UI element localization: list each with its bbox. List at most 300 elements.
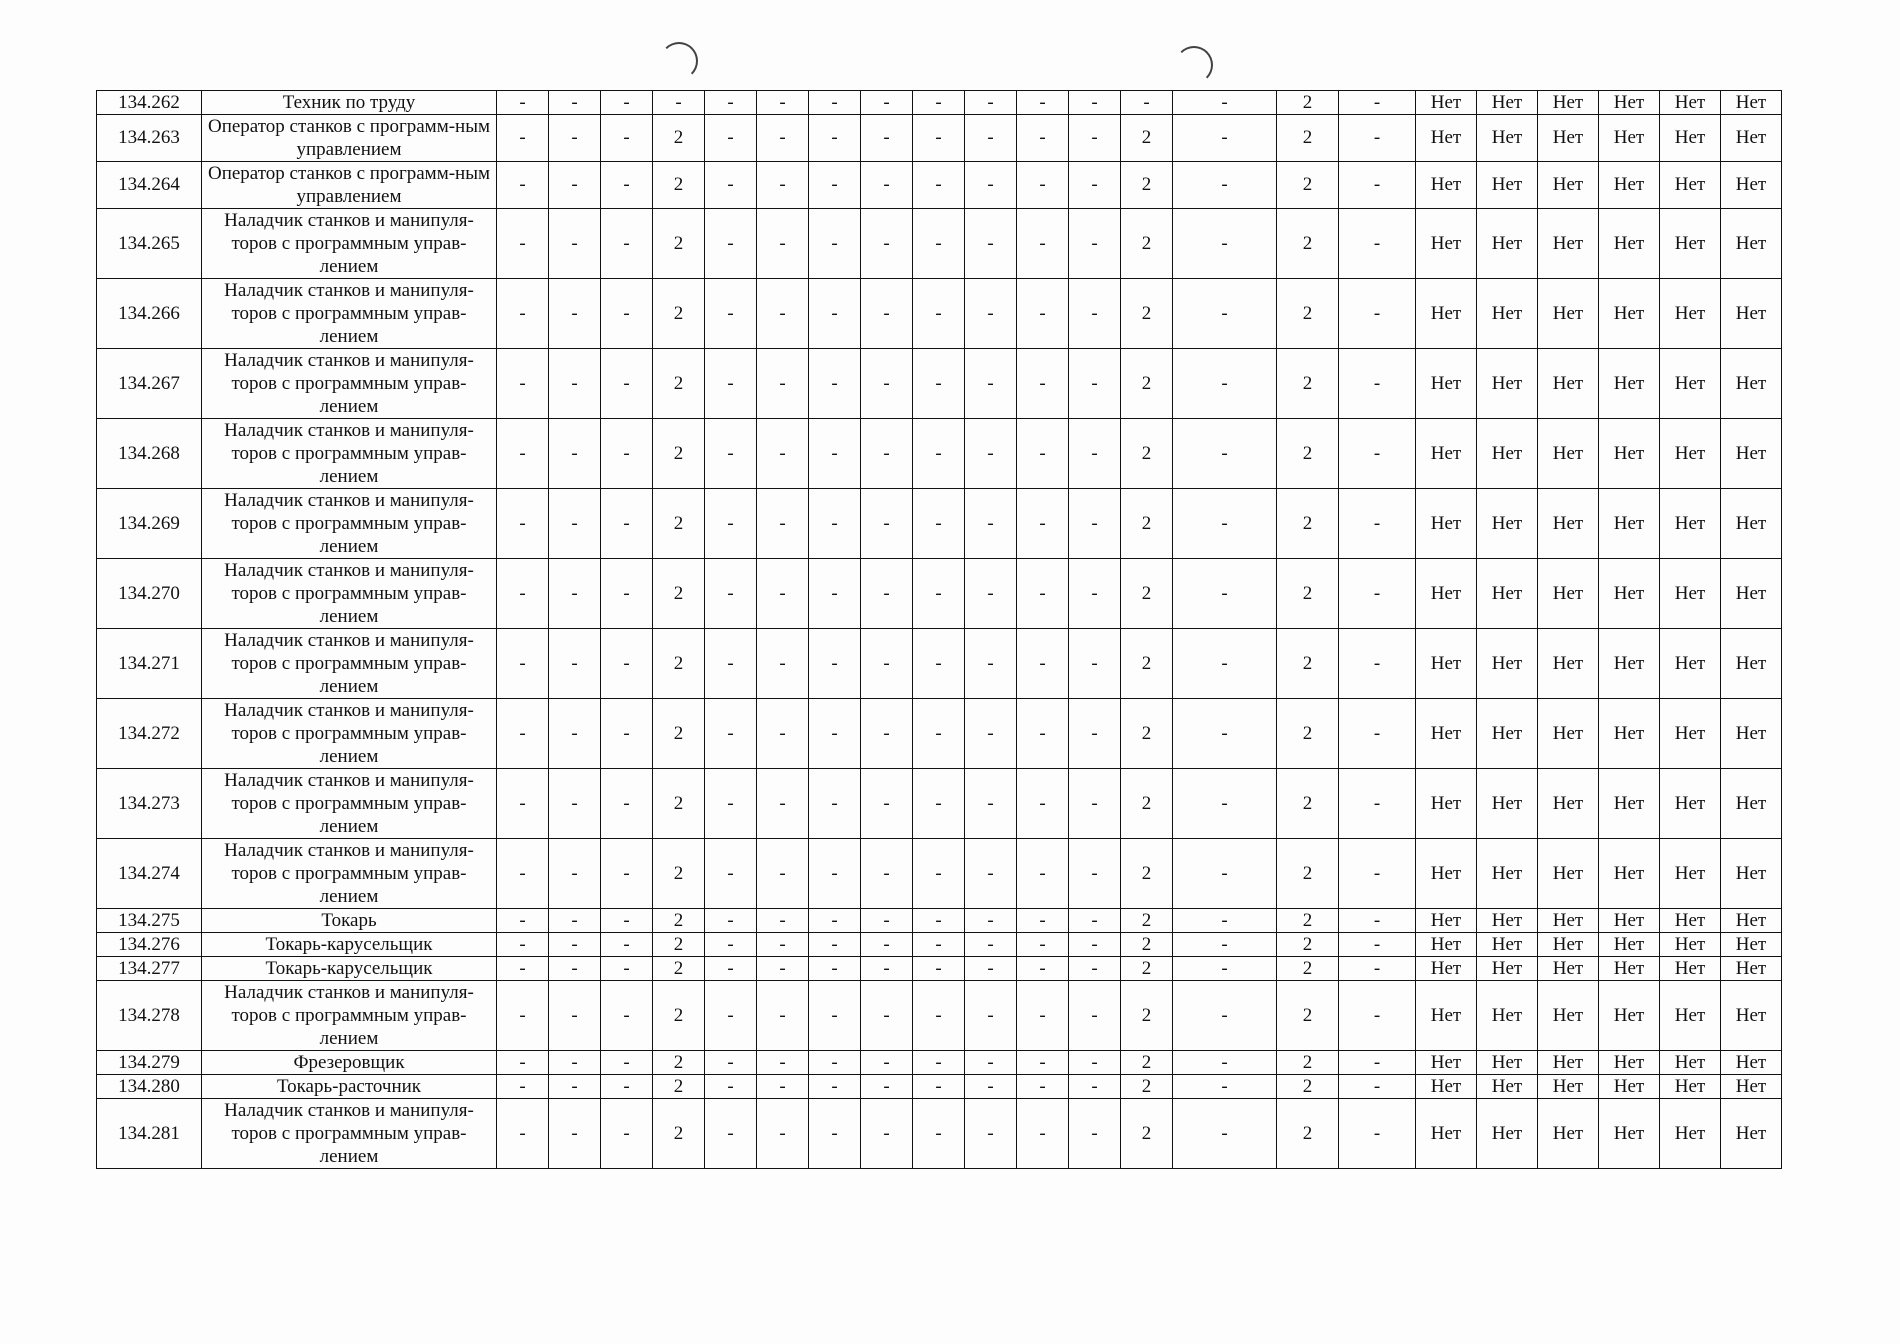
class-cell: - <box>1017 1099 1069 1169</box>
position-code: 134.266 <box>97 279 202 349</box>
class-cell: - <box>861 162 913 209</box>
class-cell: - <box>705 981 757 1051</box>
class-cell: - <box>1017 279 1069 349</box>
class-cell: 2 <box>1277 699 1339 769</box>
class-cell: - <box>809 629 861 699</box>
class-cell: - <box>861 349 913 419</box>
class-cell: - <box>1339 115 1416 162</box>
class-cell: - <box>1173 981 1277 1051</box>
class-cell: - <box>965 1099 1017 1169</box>
class-cell: 2 <box>1277 349 1339 419</box>
guarantee-flag-cell: Нет <box>1416 115 1477 162</box>
class-cell: - <box>549 909 601 933</box>
class-cell: - <box>497 839 549 909</box>
class-cell: 2 <box>1277 957 1339 981</box>
class-cell: 2 <box>1277 209 1339 279</box>
class-cell: - <box>1173 162 1277 209</box>
class-cell: - <box>861 559 913 629</box>
class-cell: - <box>861 839 913 909</box>
class-cell: - <box>1339 933 1416 957</box>
guarantee-flag-cell: Нет <box>1538 559 1599 629</box>
class-cell: - <box>549 629 601 699</box>
guarantee-flag-cell: Нет <box>1721 933 1782 957</box>
class-cell: 2 <box>653 629 705 699</box>
position-code: 134.280 <box>97 1075 202 1099</box>
class-cell: - <box>497 209 549 279</box>
guarantee-flag-cell: Нет <box>1599 699 1660 769</box>
guarantee-flag-cell: Нет <box>1660 699 1721 769</box>
class-cell: - <box>1017 957 1069 981</box>
class-cell: 2 <box>653 419 705 489</box>
position-name: Техник по труду <box>202 91 497 115</box>
class-cell: - <box>757 909 809 933</box>
class-cell: - <box>861 1099 913 1169</box>
class-cell: - <box>965 1075 1017 1099</box>
class-cell: - <box>549 559 601 629</box>
guarantee-flag-cell: Нет <box>1599 909 1660 933</box>
class-cell: - <box>705 699 757 769</box>
class-cell: - <box>1173 559 1277 629</box>
guarantee-flag-cell: Нет <box>1660 209 1721 279</box>
class-cell: 2 <box>1121 909 1173 933</box>
class-cell: - <box>1339 957 1416 981</box>
table-row <box>97 1075 1782 1099</box>
class-cell: - <box>913 1075 965 1099</box>
guarantee-flag-cell: Нет <box>1599 279 1660 349</box>
table-row <box>97 1051 1782 1075</box>
guarantee-flag-cell: Нет <box>1416 279 1477 349</box>
class-cell: - <box>549 91 601 115</box>
class-cell: - <box>1339 1099 1416 1169</box>
class-cell: - <box>601 909 653 933</box>
class-cell: - <box>1069 981 1121 1051</box>
class-cell: 2 <box>653 981 705 1051</box>
guarantee-flag-cell: Нет <box>1660 839 1721 909</box>
guarantee-flag-cell: Нет <box>1721 1051 1782 1075</box>
position-code: 134.269 <box>97 489 202 559</box>
class-cell: - <box>705 489 757 559</box>
class-cell: - <box>965 839 1017 909</box>
class-cell: - <box>497 559 549 629</box>
guarantee-flag-cell: Нет <box>1477 769 1538 839</box>
class-cell: 2 <box>653 909 705 933</box>
class-cell: 2 <box>1121 769 1173 839</box>
class-cell: 2 <box>1121 1051 1173 1075</box>
class-cell: - <box>705 629 757 699</box>
guarantee-flag-cell: Нет <box>1599 559 1660 629</box>
class-cell: - <box>757 1099 809 1169</box>
class-cell: - <box>497 279 549 349</box>
class-cell: - <box>757 162 809 209</box>
position-code: 134.267 <box>97 349 202 419</box>
class-cell: - <box>757 349 809 419</box>
class-cell: - <box>809 1075 861 1099</box>
guarantee-flag-cell: Нет <box>1538 1075 1599 1099</box>
class-cell: - <box>913 419 965 489</box>
class-cell: 2 <box>1121 699 1173 769</box>
table-row <box>97 209 1782 279</box>
class-cell: - <box>601 933 653 957</box>
guarantee-flag-cell: Нет <box>1660 909 1721 933</box>
position-name: Наладчик станков и манипуля-торов с программным управ-лением <box>202 629 497 699</box>
class-cell: 2 <box>1277 1099 1339 1169</box>
guarantee-flag-cell: Нет <box>1721 957 1782 981</box>
class-cell: - <box>497 419 549 489</box>
class-cell: - <box>497 489 549 559</box>
working-conditions-table <box>96 90 1782 1169</box>
guarantee-flag-cell: Нет <box>1416 489 1477 559</box>
position-name: Токарь-карусельщик <box>202 933 497 957</box>
table-row <box>97 279 1782 349</box>
class-cell: 2 <box>1121 559 1173 629</box>
class-cell: - <box>809 279 861 349</box>
table-row <box>97 115 1782 162</box>
class-cell: - <box>913 699 965 769</box>
guarantee-flag-cell: Нет <box>1416 162 1477 209</box>
class-cell: - <box>1069 209 1121 279</box>
class-cell: - <box>549 209 601 279</box>
guarantee-flag-cell: Нет <box>1721 909 1782 933</box>
position-name: Наладчик станков и манипуля-торов с программным управ-лением <box>202 559 497 629</box>
guarantee-flag-cell: Нет <box>1599 629 1660 699</box>
class-cell: 2 <box>653 1099 705 1169</box>
class-cell: 2 <box>1121 957 1173 981</box>
guarantee-flag-cell: Нет <box>1538 769 1599 839</box>
class-cell: - <box>913 1099 965 1169</box>
guarantee-flag-cell: Нет <box>1538 1051 1599 1075</box>
class-cell: - <box>913 909 965 933</box>
class-cell: - <box>1017 909 1069 933</box>
position-name: Наладчик станков и манипуля-торов с программным управ-лением <box>202 699 497 769</box>
guarantee-flag-cell: Нет <box>1721 559 1782 629</box>
class-cell: - <box>705 559 757 629</box>
class-cell: - <box>1173 419 1277 489</box>
class-cell: 2 <box>653 279 705 349</box>
class-cell: 2 <box>1277 419 1339 489</box>
position-code: 134.279 <box>97 1051 202 1075</box>
class-cell: - <box>1069 91 1121 115</box>
class-cell: 2 <box>1277 162 1339 209</box>
guarantee-flag-cell: Нет <box>1721 279 1782 349</box>
class-cell: - <box>1173 699 1277 769</box>
guarantee-flag-cell: Нет <box>1477 279 1538 349</box>
class-cell: - <box>601 162 653 209</box>
class-cell: - <box>1339 1075 1416 1099</box>
class-cell: - <box>965 699 1017 769</box>
class-cell: - <box>705 909 757 933</box>
class-cell: - <box>757 419 809 489</box>
class-cell: - <box>705 91 757 115</box>
class-cell: - <box>913 279 965 349</box>
guarantee-flag-cell: Нет <box>1477 91 1538 115</box>
class-cell: - <box>809 933 861 957</box>
guarantee-flag-cell: Нет <box>1477 933 1538 957</box>
class-cell: - <box>653 91 705 115</box>
table-row <box>97 769 1782 839</box>
guarantee-flag-cell: Нет <box>1416 909 1477 933</box>
guarantee-flag-cell: Нет <box>1538 1099 1599 1169</box>
position-name: Наладчик станков и манипуля-торов с программным управ-лением <box>202 1099 497 1169</box>
class-cell: - <box>497 699 549 769</box>
guarantee-flag-cell: Нет <box>1477 209 1538 279</box>
class-cell: 2 <box>653 489 705 559</box>
position-name: Наладчик станков и манипуля-торов с программным управ-лением <box>202 981 497 1051</box>
class-cell: - <box>497 1099 549 1169</box>
class-cell: - <box>1173 91 1277 115</box>
class-cell: 2 <box>1121 115 1173 162</box>
class-cell: - <box>809 559 861 629</box>
class-cell: - <box>809 489 861 559</box>
class-cell: - <box>861 933 913 957</box>
position-code: 134.270 <box>97 559 202 629</box>
guarantee-flag-cell: Нет <box>1416 981 1477 1051</box>
guarantee-flag-cell: Нет <box>1599 349 1660 419</box>
class-cell: - <box>705 162 757 209</box>
position-code: 134.277 <box>97 957 202 981</box>
class-cell: - <box>1017 209 1069 279</box>
class-cell: - <box>1339 419 1416 489</box>
class-cell: - <box>809 957 861 981</box>
guarantee-flag-cell: Нет <box>1721 91 1782 115</box>
guarantee-flag-cell: Нет <box>1721 209 1782 279</box>
class-cell: - <box>965 933 1017 957</box>
guarantee-flag-cell: Нет <box>1416 1075 1477 1099</box>
class-cell: - <box>757 839 809 909</box>
guarantee-flag-cell: Нет <box>1416 1051 1477 1075</box>
table-row <box>97 162 1782 209</box>
class-cell: - <box>497 981 549 1051</box>
class-cell: - <box>1339 769 1416 839</box>
table-row <box>97 909 1782 933</box>
class-cell: 2 <box>1277 1051 1339 1075</box>
guarantee-flag-cell: Нет <box>1538 209 1599 279</box>
class-cell: - <box>757 489 809 559</box>
class-cell: - <box>861 209 913 279</box>
class-cell: - <box>497 91 549 115</box>
class-cell: - <box>1173 839 1277 909</box>
class-cell: - <box>1339 981 1416 1051</box>
guarantee-flag-cell: Нет <box>1660 559 1721 629</box>
guarantee-flag-cell: Нет <box>1660 279 1721 349</box>
guarantee-flag-cell: Нет <box>1660 981 1721 1051</box>
class-cell: 2 <box>1277 629 1339 699</box>
class-cell: - <box>1173 933 1277 957</box>
class-cell: - <box>1069 769 1121 839</box>
guarantee-flag-cell: Нет <box>1721 1099 1782 1169</box>
class-cell: - <box>705 957 757 981</box>
class-cell: - <box>965 209 1017 279</box>
class-cell: - <box>497 933 549 957</box>
class-cell: - <box>965 489 1017 559</box>
class-cell: - <box>549 1099 601 1169</box>
guarantee-flag-cell: Нет <box>1477 349 1538 419</box>
class-cell: - <box>1017 1051 1069 1075</box>
class-cell: - <box>757 1051 809 1075</box>
guarantee-flag-cell: Нет <box>1660 1051 1721 1075</box>
class-cell: - <box>757 91 809 115</box>
table-row <box>97 699 1782 769</box>
class-cell: - <box>809 209 861 279</box>
guarantee-flag-cell: Нет <box>1599 769 1660 839</box>
class-cell: - <box>1339 349 1416 419</box>
table-row <box>97 419 1782 489</box>
class-cell: - <box>809 162 861 209</box>
guarantee-flag-cell: Нет <box>1660 629 1721 699</box>
class-cell: - <box>497 349 549 419</box>
position-name: Фрезеровщик <box>202 1051 497 1075</box>
class-cell: - <box>861 909 913 933</box>
class-cell: 2 <box>1121 489 1173 559</box>
class-cell: - <box>601 1051 653 1075</box>
position-code: 134.275 <box>97 909 202 933</box>
class-cell: - <box>913 489 965 559</box>
position-code: 134.272 <box>97 699 202 769</box>
class-cell: - <box>1339 699 1416 769</box>
guarantee-flag-cell: Нет <box>1721 629 1782 699</box>
class-cell: - <box>965 91 1017 115</box>
class-cell: - <box>1017 933 1069 957</box>
class-cell: - <box>913 349 965 419</box>
guarantee-flag-cell: Нет <box>1477 839 1538 909</box>
class-cell: - <box>809 1051 861 1075</box>
class-cell: - <box>861 1051 913 1075</box>
guarantee-flag-cell: Нет <box>1416 209 1477 279</box>
class-cell: - <box>549 419 601 489</box>
class-cell: - <box>913 559 965 629</box>
class-cell: 2 <box>1121 162 1173 209</box>
class-cell: - <box>601 209 653 279</box>
class-cell: 2 <box>653 1051 705 1075</box>
class-cell: 2 <box>653 1075 705 1099</box>
class-cell: - <box>1173 1051 1277 1075</box>
class-cell: 2 <box>653 699 705 769</box>
guarantee-flag-cell: Нет <box>1599 1075 1660 1099</box>
class-cell: - <box>497 115 549 162</box>
position-name: Наладчик станков и манипуля-торов с программным управ-лением <box>202 839 497 909</box>
class-cell: 2 <box>1121 1075 1173 1099</box>
guarantee-flag-cell: Нет <box>1721 769 1782 839</box>
class-cell: - <box>757 1075 809 1099</box>
class-cell: - <box>809 91 861 115</box>
position-code: 134.271 <box>97 629 202 699</box>
class-cell: - <box>549 162 601 209</box>
class-cell: - <box>913 981 965 1051</box>
guarantee-flag-cell: Нет <box>1416 419 1477 489</box>
class-cell: - <box>861 489 913 559</box>
guarantee-flag-cell: Нет <box>1538 91 1599 115</box>
class-cell: - <box>1017 699 1069 769</box>
class-cell: - <box>497 629 549 699</box>
guarantee-flag-cell: Нет <box>1477 559 1538 629</box>
class-cell: - <box>1017 162 1069 209</box>
class-cell: - <box>549 115 601 162</box>
table-row <box>97 349 1782 419</box>
position-name: Токарь-расточник <box>202 1075 497 1099</box>
class-cell: 2 <box>653 839 705 909</box>
class-cell: - <box>1017 91 1069 115</box>
guarantee-flag-cell: Нет <box>1538 699 1599 769</box>
class-cell: - <box>965 769 1017 839</box>
class-cell: - <box>861 279 913 349</box>
punch-hole-mark <box>660 42 698 80</box>
position-code: 134.276 <box>97 933 202 957</box>
position-code: 134.274 <box>97 839 202 909</box>
guarantee-flag-cell: Нет <box>1721 981 1782 1051</box>
guarantee-flag-cell: Нет <box>1416 91 1477 115</box>
guarantee-flag-cell: Нет <box>1416 629 1477 699</box>
class-cell: - <box>965 162 1017 209</box>
class-cell: - <box>1069 419 1121 489</box>
guarantee-flag-cell: Нет <box>1416 769 1477 839</box>
guarantee-flag-cell: Нет <box>1477 699 1538 769</box>
guarantee-flag-cell: Нет <box>1538 981 1599 1051</box>
class-cell: - <box>809 769 861 839</box>
class-cell: - <box>1173 115 1277 162</box>
class-cell: - <box>1173 769 1277 839</box>
class-cell: - <box>497 909 549 933</box>
class-cell: 2 <box>1277 839 1339 909</box>
class-cell: - <box>705 115 757 162</box>
class-cell: - <box>965 957 1017 981</box>
guarantee-flag-cell: Нет <box>1477 629 1538 699</box>
class-cell: - <box>1017 115 1069 162</box>
class-cell: 2 <box>1277 559 1339 629</box>
guarantee-flag-cell: Нет <box>1477 162 1538 209</box>
position-code: 134.262 <box>97 91 202 115</box>
guarantee-flag-cell: Нет <box>1599 1099 1660 1169</box>
guarantee-flag-cell: Нет <box>1660 162 1721 209</box>
class-cell: - <box>601 489 653 559</box>
class-cell: 2 <box>1121 839 1173 909</box>
class-cell: - <box>965 629 1017 699</box>
class-cell: - <box>1069 489 1121 559</box>
guarantee-flag-cell: Нет <box>1660 349 1721 419</box>
class-cell: - <box>1017 559 1069 629</box>
table-row <box>97 839 1782 909</box>
class-cell: - <box>1069 629 1121 699</box>
class-cell: 2 <box>1277 981 1339 1051</box>
class-cell: - <box>705 933 757 957</box>
guarantee-flag-cell: Нет <box>1538 419 1599 489</box>
class-cell: - <box>601 629 653 699</box>
class-cell: - <box>809 115 861 162</box>
table-row <box>97 981 1782 1051</box>
position-name: Наладчик станков и манипуля-торов с программным управ-лением <box>202 489 497 559</box>
guarantee-flag-cell: Нет <box>1660 1099 1721 1169</box>
class-cell: - <box>913 957 965 981</box>
class-cell: - <box>1173 279 1277 349</box>
class-cell: - <box>601 279 653 349</box>
class-cell: - <box>1017 769 1069 839</box>
class-cell: - <box>861 981 913 1051</box>
guarantee-flag-cell: Нет <box>1477 1075 1538 1099</box>
class-cell: - <box>1339 162 1416 209</box>
class-cell: 2 <box>1121 209 1173 279</box>
guarantee-flag-cell: Нет <box>1477 957 1538 981</box>
class-cell: - <box>601 91 653 115</box>
class-cell: - <box>757 933 809 957</box>
class-cell: - <box>913 629 965 699</box>
class-cell: 2 <box>1277 115 1339 162</box>
class-cell: 2 <box>653 933 705 957</box>
class-cell: - <box>1173 1075 1277 1099</box>
class-cell: - <box>601 349 653 419</box>
class-cell: - <box>497 162 549 209</box>
class-cell: - <box>1017 981 1069 1051</box>
class-cell: - <box>705 349 757 419</box>
class-cell: - <box>549 933 601 957</box>
class-cell: - <box>757 699 809 769</box>
